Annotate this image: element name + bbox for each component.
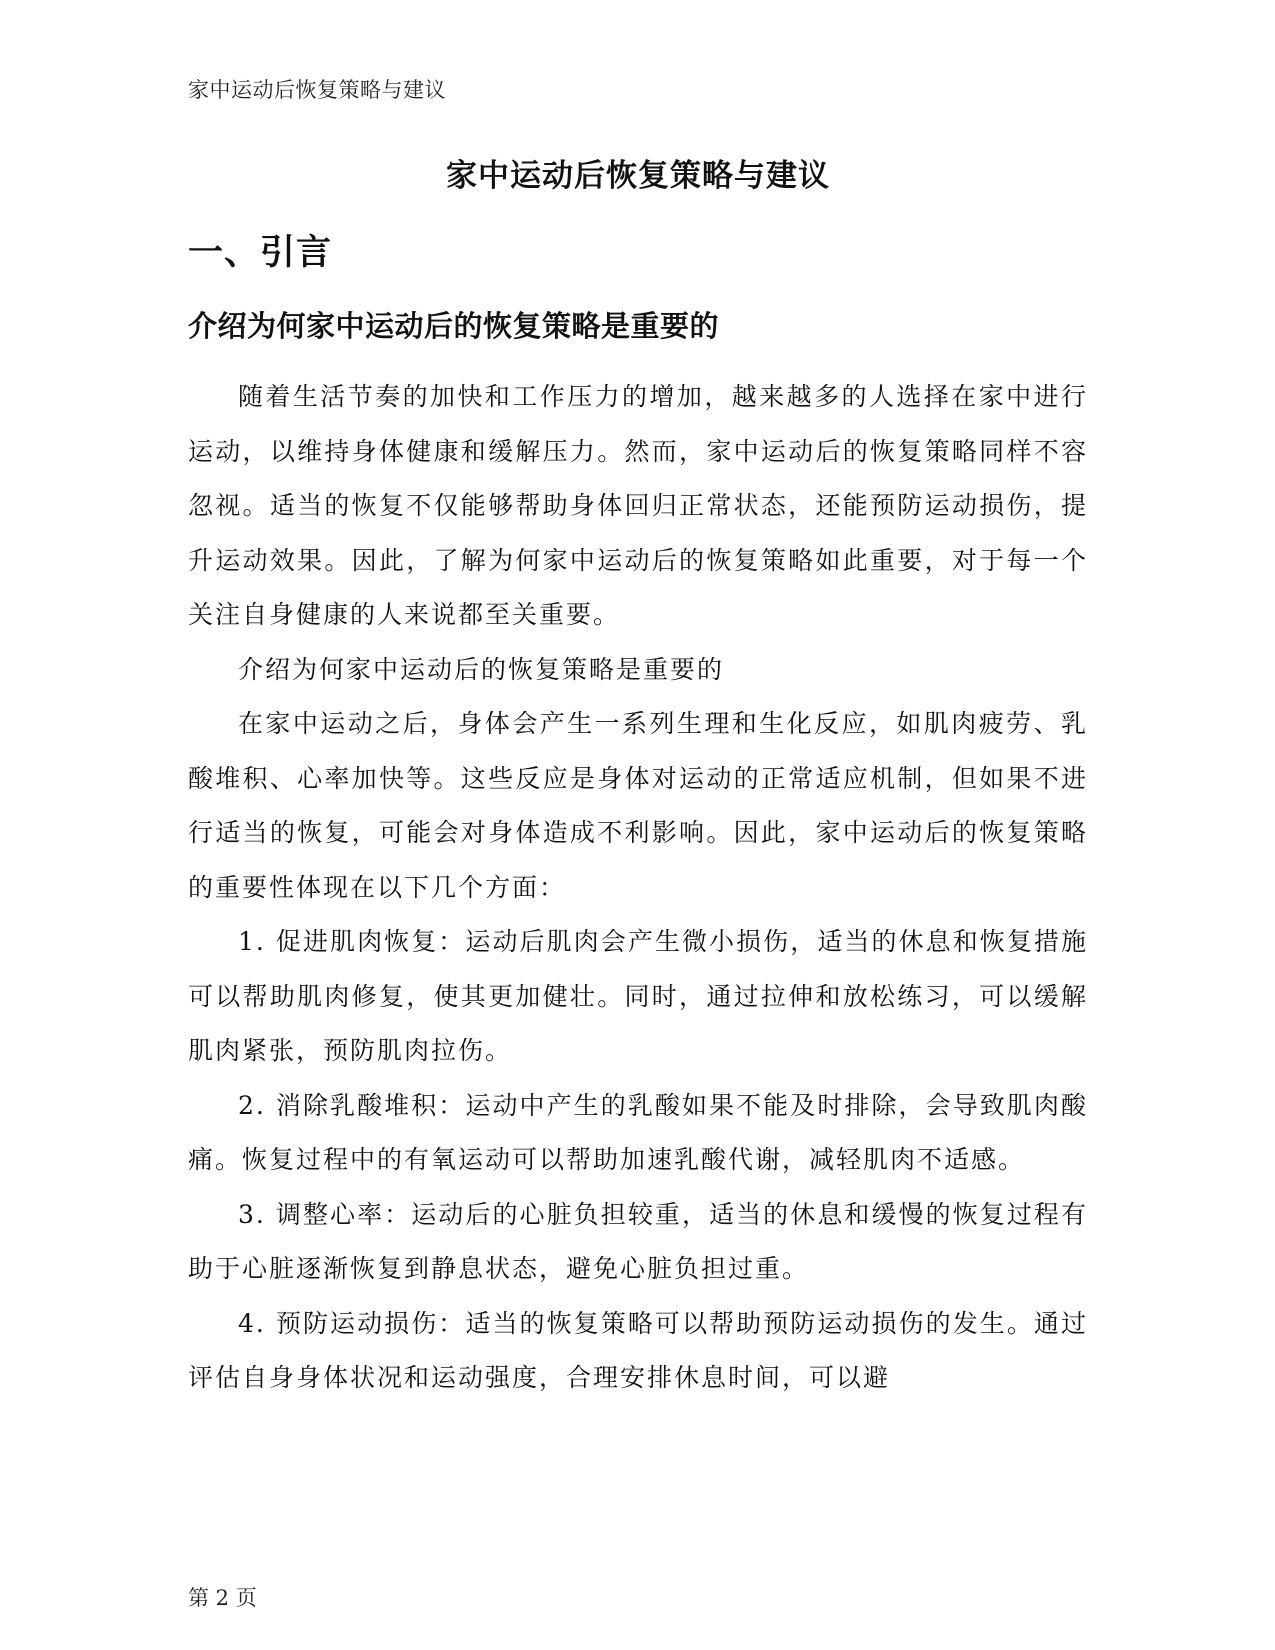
list-item: 4. 预防运动损伤：适当的恢复策略可以帮助预防运动损伤的发生。通过评估自身身体状况和运动强度，合理安排休息时间，可以避: [188, 1308, 1088, 1392]
paragraph: 随着生活节奏的加快和工作压力的增加，越来越多的人选择在家中进行运动，以维持身体健康和缓解压力。然而，家中运动后的恢复策略同样不容忽视。适当的恢复不仅能够帮助身体回归正常状态，还能预防运动损伤，提升运动效果。因此，了解为何家中运动后的恢复策略如此重要，对于每一个关注自身健康的人来说都至关重要。: [188, 382, 1088, 629]
subsection-heading: 介绍为何家中运动后的恢复策略是重要的: [188, 309, 720, 343]
list-item: 2. 消除乳酸堆积：运动中产生的乳酸如果不能及时排除，会导致肌肉酸痛。恢复过程中的有氧运动可以帮助加速乳酸代谢，减轻肌肉不适感。: [188, 1090, 1088, 1174]
page-number: 第 2 页: [188, 1586, 257, 1610]
document-title: 家中运动后恢复策略与建议: [446, 158, 830, 194]
list-item: 3. 调整心率：运动后的心脏负担较重，适当的休息和缓慢的恢复过程有助于心脏逐渐恢复到静息状态，避免心脏负担过重。: [188, 1199, 1088, 1283]
list-item: 1. 促进肌肉恢复：运动后肌肉会产生微小损伤，适当的休息和恢复措施可以帮助肌肉修复，使其更加健壮。同时，通过拉伸和放松练习，可以缓解肌肉紧张，预防肌肉拉伤。: [188, 927, 1088, 1065]
paragraph: 在家中运动之后，身体会产生一系列生理和生化反应，如肌肉疲劳、乳酸堆积、心率加快等。这些反应是身体对运动的正常适应机制，但如果不进行适当的恢复，可能会对身体造成不利影响。因此，家中运动后的恢复策略的重要性体现在以下几个方面：: [188, 709, 1088, 902]
running-header: 家中运动后恢复策略与建议: [188, 78, 446, 102]
body-text: [188, 370, 1088, 1406]
paragraph: 介绍为何家中运动后的恢复策略是重要的: [238, 654, 725, 684]
section-heading: 一、引言: [188, 233, 333, 273]
